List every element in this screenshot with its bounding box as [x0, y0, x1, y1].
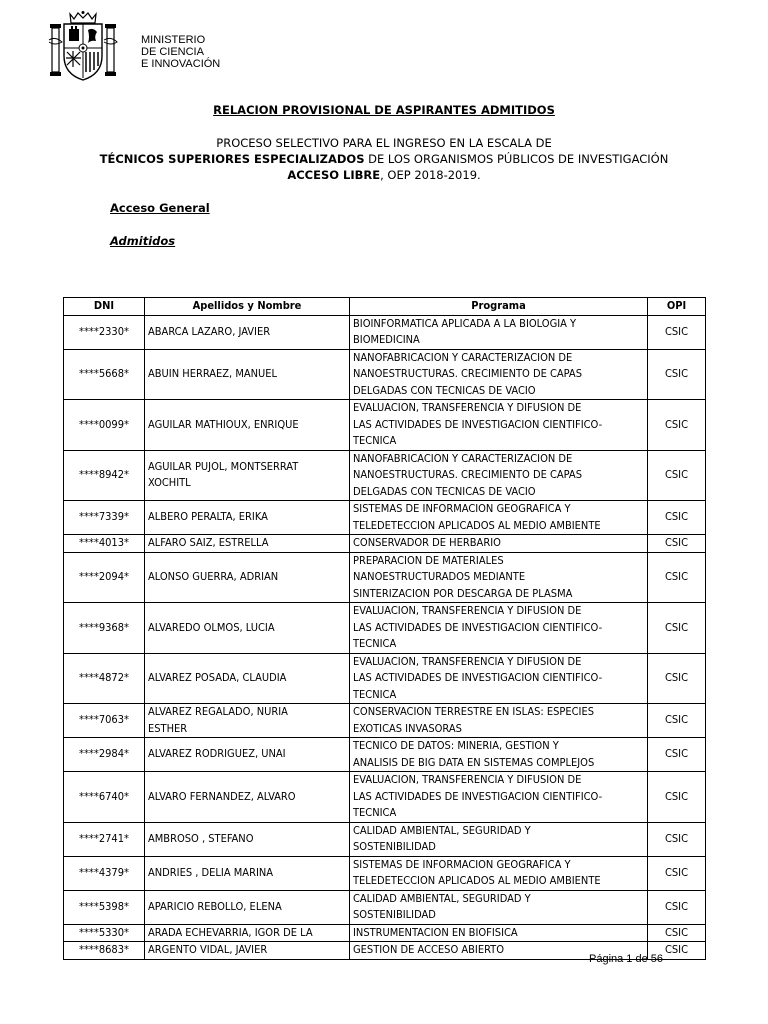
table-row: [64, 738, 706, 772]
cell-program: [350, 552, 648, 603]
cell-name-line: ESTHER: [148, 721, 188, 735]
cell-name: [145, 924, 350, 942]
cell-program: [350, 772, 648, 823]
cell-program: [350, 603, 648, 654]
cell-program: [350, 400, 648, 451]
section-admitted: Admitidos: [110, 234, 176, 248]
table-row: [64, 535, 706, 553]
cell-program-line: SOSTENIBILIDAD: [353, 840, 436, 853]
cell-name-line: ARGENTO VIDAL, JAVIER: [148, 943, 268, 956]
cell-opi: CSIC: [648, 501, 706, 535]
cell-program-line: EVALUACION, TRANSFERENCIA Y DIFUSION DE: [353, 401, 582, 414]
table-row: [64, 603, 706, 654]
cell-dni: ****4013*: [64, 535, 145, 553]
cell-name-line: ALVAREZ POSADA, CLAUDIA: [148, 671, 287, 684]
cell-program-line: TECNICO DE DATOS: MINERIA, GESTION Y: [353, 739, 559, 752]
cell-program-line: BIOINFORMATICA APLICADA A LA BIOLOGIA Y: [353, 316, 577, 330]
cell-dni: ****7339*: [64, 501, 145, 535]
cell-name-line: AGUILAR MATHIOUX, ENRIQUE: [148, 417, 299, 431]
cell-program-line: TECNICA: [353, 687, 397, 701]
header-dni: DNI: [64, 298, 145, 316]
ministry-line-2: DE CIENCIA: [141, 46, 204, 58]
cell-program: [350, 822, 648, 856]
cell-dni: ****5668*: [64, 349, 145, 400]
cell-opi: CSIC: [648, 603, 706, 654]
cell-dni: ****6740*: [64, 772, 145, 823]
cell-program-line: SOSTENIBILIDAD: [353, 908, 436, 921]
table-row: [64, 856, 706, 890]
cell-name-line: XOCHITL: [148, 476, 191, 490]
document-title: RELACION PROVISIONAL DE ASPIRANTES ADMITIDOS: [213, 103, 555, 117]
cell-program-line: NANOESTRUCTURADOS MEDIANTE: [353, 570, 526, 583]
cell-program-line: DELGADAS CON TECNICAS DE VACIO: [353, 383, 536, 397]
cell-name: [145, 772, 350, 823]
cell-program: [350, 704, 648, 738]
cell-opi: CSIC: [648, 315, 706, 349]
cell-program-line: LAS ACTIVIDADES DE INVESTIGACION CIENTIFICO-: [353, 789, 603, 803]
cell-dni: ****0099*: [64, 400, 145, 451]
cell-dni: ****2984*: [64, 738, 145, 772]
cell-name: [145, 501, 350, 535]
cell-name: [145, 890, 350, 924]
ministry-line-1: MINISTERIO: [141, 34, 206, 46]
cell-opi: CSIC: [648, 890, 706, 924]
cell-name-line: ALFARO SAIZ, ESTRELLA: [148, 536, 269, 549]
table-row: [64, 501, 706, 535]
cell-program: [350, 349, 648, 400]
cell-name-line: AMBROSO , STEFANO: [148, 831, 254, 845]
cell-opi: CSIC: [648, 653, 706, 704]
cell-opi: CSIC: [648, 349, 706, 400]
cell-program-line: EVALUACION, TRANSFERENCIA Y DIFUSION DE: [353, 654, 582, 668]
cell-program-line: ANALISIS DE BIG DATA EN SISTEMAS COMPLEJOS: [353, 755, 595, 769]
cell-opi: CSIC: [648, 535, 706, 553]
cell-name-line: ANDRIES , DELIA MARINA: [148, 865, 274, 879]
cell-program-line: TECNICA: [353, 806, 397, 819]
cell-dni: ****5398*: [64, 890, 145, 924]
cell-name: [145, 400, 350, 451]
cell-opi: CSIC: [648, 822, 706, 856]
subtitle-line-3-rest: , OEP 2018-2019.: [380, 168, 481, 182]
table-row: [64, 772, 706, 823]
cell-name: [145, 552, 350, 603]
scale-name: TÉCNICOS SUPERIORES ESPECIALIZADOS: [99, 152, 365, 166]
admitted-applicants-table: [63, 297, 706, 960]
cell-program-line: NANOFABRICACION Y CARACTERIZACION DE: [353, 350, 573, 364]
cell-program-line: EXOTICAS INVASORAS: [353, 721, 462, 735]
cell-name-line: ABARCA LAZARO, JAVIER: [148, 324, 271, 338]
cell-program-line: NANOFABRICACION Y CARACTERIZACION DE: [353, 451, 573, 465]
ministry-line-3: E INNOVACIÓN: [141, 58, 221, 70]
cell-dni: ****9368*: [64, 603, 145, 654]
cell-program-line: NANOESTRUCTURAS. CRECIMIENTO DE CAPAS: [353, 468, 582, 481]
cell-dni: ****8942*: [64, 450, 145, 501]
cell-name-line: ALBERO PERALTA, ERIKA: [148, 510, 268, 524]
cell-name: [145, 856, 350, 890]
cell-program-line: EVALUACION, TRANSFERENCIA Y DIFUSION DE: [353, 604, 582, 617]
cell-name: [145, 315, 350, 349]
cell-name: [145, 349, 350, 400]
table-row: [64, 653, 706, 704]
cell-opi: CSIC: [648, 856, 706, 890]
cell-program-line: LAS ACTIVIDADES DE INVESTIGACION CIENTIFICO-: [353, 671, 603, 684]
cell-name: [145, 603, 350, 654]
cell-program-line: SISTEMAS DE INFORMACION GEOGRAFICA Y: [353, 857, 571, 871]
cell-program-line: EVALUACION, TRANSFERENCIA Y DIFUSION DE: [353, 773, 582, 786]
cell-opi: CSIC: [648, 942, 706, 960]
cell-dni: ****4379*: [64, 856, 145, 890]
cell-program: [350, 890, 648, 924]
header-opi: OPI: [648, 298, 706, 316]
cell-name-line: ALVAREDO OLMOS, LUCIA: [148, 620, 275, 634]
cell-program-line: LAS ACTIVIDADES DE INVESTIGACION CIENTIFICO-: [353, 417, 603, 431]
cell-name-line: ALVAREZ REGALADO, NURIA: [148, 705, 288, 718]
cell-program-line: CALIDAD AMBIENTAL, SEGURIDAD Y: [353, 823, 531, 837]
cell-program: [350, 653, 648, 704]
section-access-general: Acceso General: [110, 201, 210, 215]
cell-program-line: SINTERIZACION POR DESCARGA DE PLASMA: [353, 586, 573, 600]
cell-program: [350, 501, 648, 535]
ministry-name: [141, 34, 220, 70]
cell-dni: ****2094*: [64, 552, 145, 603]
cell-program-line: LAS ACTIVIDADES DE INVESTIGACION CIENTIFICO-: [353, 620, 603, 634]
spain-coat-of-arms-logo: [48, 10, 118, 82]
cell-program-line: TECNICA: [353, 434, 397, 447]
header-program: Programa: [350, 298, 648, 316]
cell-name-line: ALVARO FERNANDEZ, ALVARO: [148, 789, 296, 803]
cell-name: [145, 704, 350, 738]
cell-name-line: APARICIO REBOLLO, ELENA: [148, 899, 282, 913]
cell-name-line: ALVAREZ RODRIGUEZ, UNAI: [148, 747, 286, 761]
cell-program: [350, 315, 648, 349]
cell-program-line: TELEDETECCION APLICADOS AL MEDIO AMBIENTE: [353, 518, 601, 532]
cell-program-line: TECNICA: [353, 637, 397, 650]
subtitle-line-3: [60, 168, 708, 182]
cell-program-line: DELGADAS CON TECNICAS DE VACIO: [353, 484, 536, 498]
cell-opi: CSIC: [648, 552, 706, 603]
cell-opi: CSIC: [648, 400, 706, 451]
cell-program-line: CALIDAD AMBIENTAL, SEGURIDAD Y: [353, 891, 531, 905]
cell-program: [350, 738, 648, 772]
cell-program-line: BIOMEDICINA: [353, 333, 420, 346]
table-header-row: [64, 298, 706, 316]
cell-name-line: AGUILAR PUJOL, MONTSERRAT: [148, 459, 299, 473]
cell-dni: ****7063*: [64, 704, 145, 738]
cell-program-line: PREPARACION DE MATERIALES: [353, 553, 504, 567]
cell-name: [145, 653, 350, 704]
cell-dni: ****2330*: [64, 315, 145, 349]
subtitle-line-2-rest: DE LOS ORGANISMOS PÚBLICOS DE INVESTIGACIÓN: [364, 152, 669, 166]
cell-dni: ****4872*: [64, 653, 145, 704]
cell-program-line: INSTRUMENTACION EN BIOFISICA: [353, 925, 518, 939]
subtitle-line-1: PROCESO SELECTIVO PARA EL INGRESO EN LA ESCALA DE: [216, 136, 552, 150]
table-row: [64, 315, 706, 349]
cell-program-line: CONSERVACION TERRESTRE EN ISLAS: ESPECIES: [353, 705, 595, 718]
cell-opi: CSIC: [648, 924, 706, 942]
table-row: [64, 704, 706, 738]
table-row: [64, 349, 706, 400]
cell-name-line: ARADA ECHEVARRIA, IGOR DE LA: [148, 925, 313, 939]
table-row: [64, 400, 706, 451]
cell-name: [145, 942, 350, 960]
cell-program: [350, 450, 648, 501]
subtitle-line-2: [60, 152, 708, 166]
table-row: [64, 924, 706, 942]
cell-dni: ****2741*: [64, 822, 145, 856]
cell-name: [145, 535, 350, 553]
table-row: [64, 890, 706, 924]
cell-name-line: ABUIN HERRAEZ, MANUEL: [148, 367, 278, 380]
cell-name: [145, 450, 350, 501]
page-number: Página 1 de 56: [589, 953, 664, 965]
cell-program-line: TELEDETECCION APLICADOS AL MEDIO AMBIENTE: [353, 874, 601, 887]
cell-program-line: SISTEMAS DE INFORMACION GEOGRAFICA Y: [353, 502, 571, 515]
cell-name: [145, 738, 350, 772]
table-row: [64, 822, 706, 856]
cell-program: [350, 924, 648, 942]
cell-program-line: NANOESTRUCTURAS. CRECIMIENTO DE CAPAS: [353, 367, 582, 380]
table-row: [64, 450, 706, 501]
header-name: Apellidos y Nombre: [145, 298, 350, 316]
cell-dni: ****5330*: [64, 924, 145, 942]
table-row: [64, 552, 706, 603]
cell-dni: ****8683*: [64, 942, 145, 960]
cell-opi: CSIC: [648, 704, 706, 738]
cell-program: [350, 535, 648, 553]
cell-program-line: GESTION DE ACCESO ABIERTO: [353, 943, 505, 956]
cell-program-line: CONSERVADOR DE HERBARIO: [353, 536, 501, 549]
access-type: ACCESO LIBRE: [287, 168, 381, 182]
cell-program: [350, 856, 648, 890]
cell-opi: CSIC: [648, 450, 706, 501]
cell-name: [145, 822, 350, 856]
cell-opi: CSIC: [648, 772, 706, 823]
cell-opi: CSIC: [648, 738, 706, 772]
cell-name-line: ALONSO GUERRA, ADRIAN: [148, 570, 279, 583]
